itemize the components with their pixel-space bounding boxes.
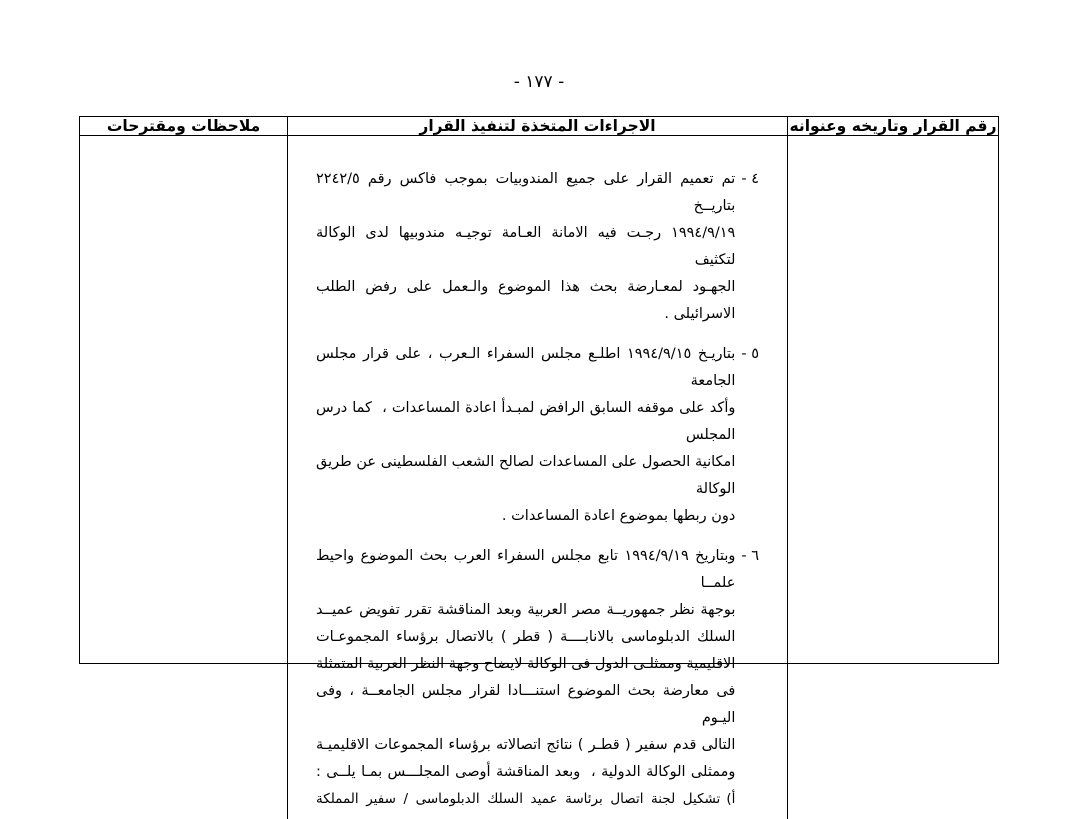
item-marker: ٦ -	[741, 548, 759, 564]
sub-item-marker: أ)	[726, 791, 736, 807]
item-lines	[311, 166, 736, 328]
item-line: وممثلى الوكالة الدولية ، وبعد المناقشة أوصى المجلـــس بمـا يلــى :	[316, 764, 736, 780]
item-line: السلك الدبلوماسى بالانابــــة ( قطر ) بالاتصال برؤساء المجموعـات	[316, 629, 736, 645]
item-marker: ٤ -	[741, 171, 759, 187]
decisions-table	[79, 116, 999, 807]
item-line: تم تعميم القرار على جميع المندوبيات بموجب فاكس رقم ٢٢٤٢/٥ بتاريــخ	[311, 171, 736, 214]
list-item	[311, 341, 759, 530]
measures-item-list	[298, 150, 777, 813]
item-line: وأكد على موقفه السابق الرافض لمبـدأ اعادة المساعدات ، كما درس المجلس	[311, 400, 736, 443]
table-header-row	[80, 117, 998, 136]
item-line: الاقليمية وممثلـى الدول فى الوكالة لايضاح وجهة النظر العربية المتمثلة	[316, 656, 736, 672]
table-body-row	[80, 136, 998, 819]
column-header-notes: ملاحظات ومقترحات	[106, 117, 261, 135]
item-line: وبتاريخ ١٩٩٤/٩/١٩ تابع مجلس السفراء العرب بحث الموضوع واحيط علمــا	[311, 548, 736, 591]
list-item	[311, 543, 759, 813]
item-line: بتاريـخ ١٩٩٤/٩/١٥ اطلـع مجلس السفراء الـعرب ، على قرار مجلس الجامعة	[311, 346, 736, 389]
page-number: - ١٧٧ -	[513, 72, 565, 92]
list-item	[311, 166, 759, 328]
item-lines	[311, 543, 736, 813]
cell-notes	[80, 136, 287, 819]
sub-item-lines	[316, 786, 720, 812]
item-line: الجهـود لمعـارضة بحث هذا الموضوع والـعمل على رفض الطلب الاسرائيلى .	[311, 279, 736, 322]
column-header-measures: الاجراءات المتخذة لتنفيذ القرار	[287, 117, 788, 135]
cell-decision	[788, 136, 998, 819]
item-lines	[311, 341, 736, 530]
item-line: ١٩٩٤/٩/١٩ رجـت فيه الامانة العـامة توجيـه مندوبيها لدى الوكالة لتكثيف	[311, 225, 736, 268]
item-marker: ٥ -	[741, 346, 759, 362]
sub-list-item	[316, 786, 735, 813]
item-line: فى معارضة بحث الموضوع استنـــادا لقرار مجلس الجامعــة ، وفى اليـوم	[311, 683, 736, 726]
item-line: التالى قدم سفير ( قطـر ) نتائج اتصالاته برؤساء المجموعات الاقليميـة	[316, 737, 736, 753]
item-line: دون ربطها بموضوع اعادة المساعدات .	[501, 508, 736, 524]
item-line: بوجهة نظر جمهوريــة مصر العربية وبعد المناقشة تقرر تفويض عميــد	[316, 602, 736, 618]
cell-measures	[287, 136, 788, 819]
column-header-decision: رقم القرار وتاريخه وعنوانه	[789, 117, 997, 135]
sub-item-line: تشكيل لجنة اتصال برئاسة عميد السلك الدبلوماسى / سفير المملكة	[316, 791, 721, 807]
item-line: امكانية الحصول على المساعدات لصالح الشعب الفلسطينى عن طريق الوكالة	[311, 454, 736, 497]
